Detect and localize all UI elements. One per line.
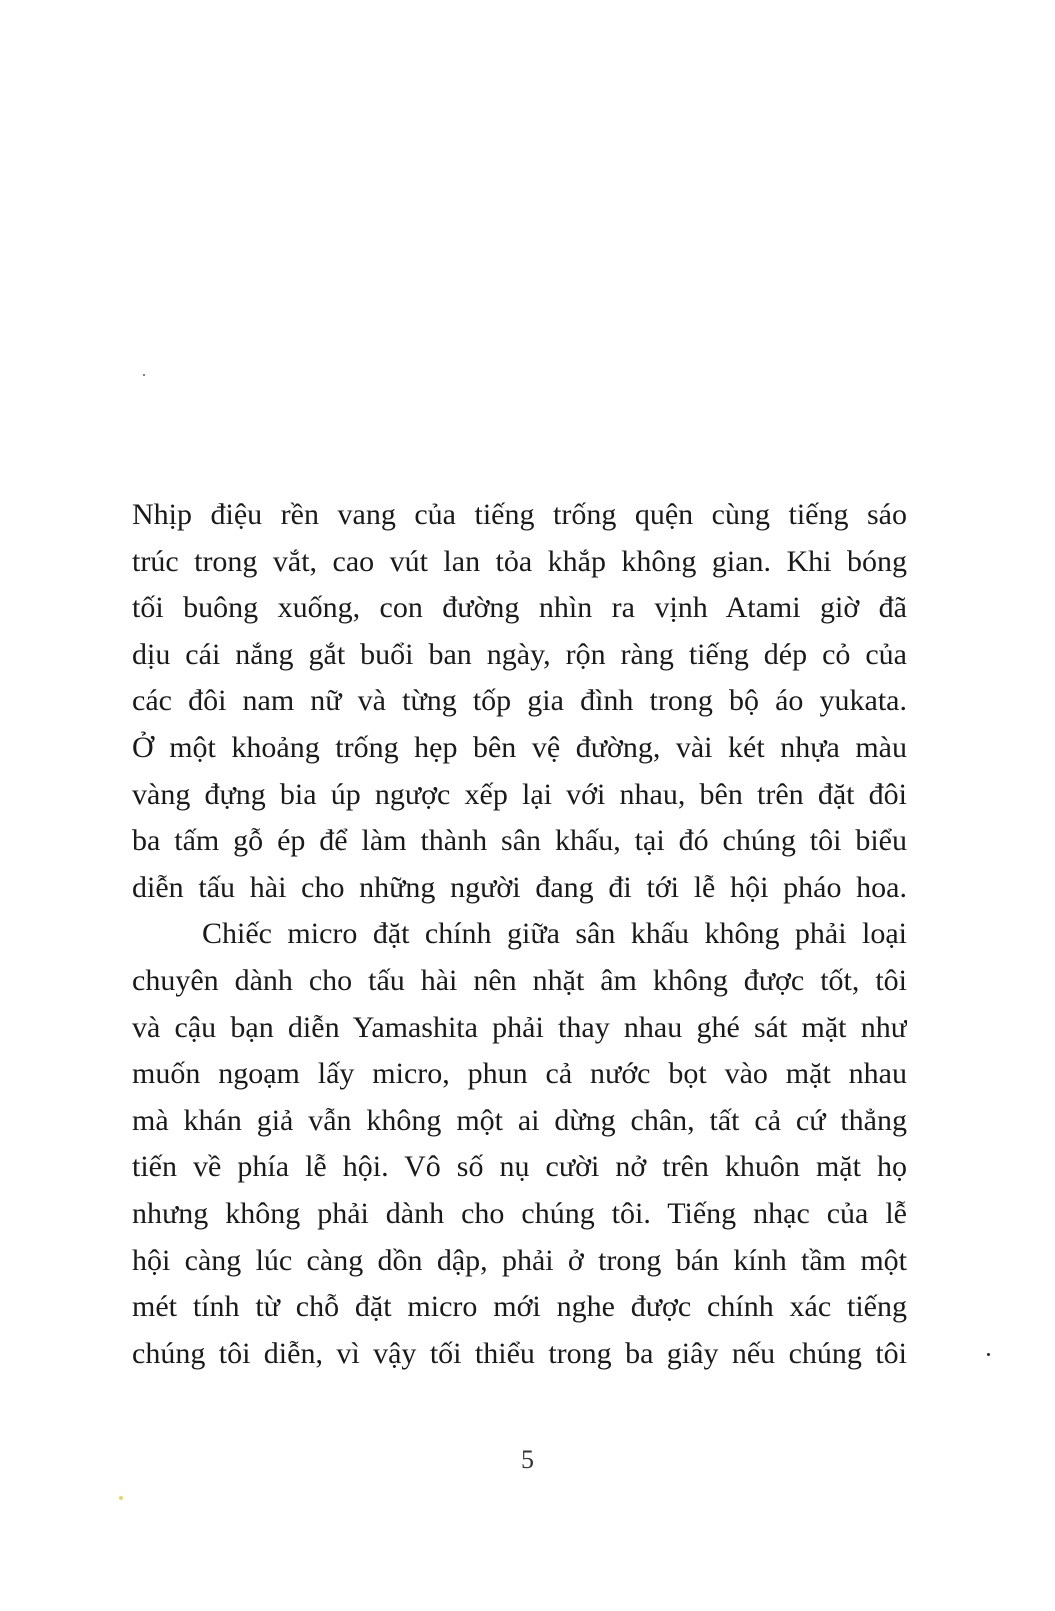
text-line: ba tấm gỗ ép để làm thành sân khấu, tại đó chúng tôi biểu (132, 824, 907, 858)
scan-speck (987, 1353, 990, 1356)
text-line: tối buông xuống, con đường nhìn ra vịnh Atami giờ đã (132, 591, 907, 625)
text-line: nhưng không phải dành cho chúng tôi. Tiếng nhạc của lễ (132, 1196, 907, 1230)
text-line: tiến về phía lễ hội. Vô số nụ cười nở trên khuôn mặt họ (132, 1150, 907, 1184)
scan-speck (119, 1496, 123, 1500)
text-line: và cậu bạn diễn Yamashita phải thay nhau ghé sát mặt như (132, 1010, 907, 1044)
text-line: muốn ngoạm lấy micro, phun cả nước bọt vào mặt nhau (132, 1057, 907, 1091)
text-line: hội càng lúc càng dồn dập, phải ở trong bán kính tầm một (132, 1243, 907, 1277)
text-line: chúng tôi diễn, vì vậy tối thiểu trong ba giây nếu chúng tôi (132, 1336, 907, 1370)
text-line: Nhịp điệu rền vang của tiếng trống quện cùng tiếng sáo (132, 498, 907, 531)
text-line: trúc trong vắt, cao vút lan tỏa khắp không gian. Khi bóng (132, 544, 907, 578)
text-line: diễn tấu hài cho những người đang đi tới lễ hội pháo hoa. (132, 870, 907, 904)
text-line: Ở một khoảng trống hẹp bên vệ đường, vài két nhựa màu (132, 730, 907, 764)
scan-speck (143, 374, 145, 376)
text-line: chuyên dành cho tấu hài nên nhặt âm không được tốt, tôi (132, 963, 907, 997)
text-line: các đôi nam nữ và từng tốp gia đình trong bộ áo yukata. (132, 684, 907, 718)
text-line-indented: Chiếc micro đặt chính giữa sân khấu không phải loại (202, 917, 907, 951)
body-text (132, 492, 907, 1377)
text-line: vàng đựng bia úp ngược xếp lại với nhau, bên trên đặt đôi (132, 777, 907, 811)
text-line: mét tính từ chỗ đặt micro mới nghe được chính xác tiếng (132, 1290, 907, 1324)
text-line: mà khán giả vẫn không một ai dừng chân, tất cả cứ thẳng (132, 1103, 907, 1137)
page-number: 5 (521, 1445, 534, 1474)
text-line: dịu cái nắng gắt buổi ban ngày, rộn ràng tiếng dép cỏ của (132, 637, 907, 671)
